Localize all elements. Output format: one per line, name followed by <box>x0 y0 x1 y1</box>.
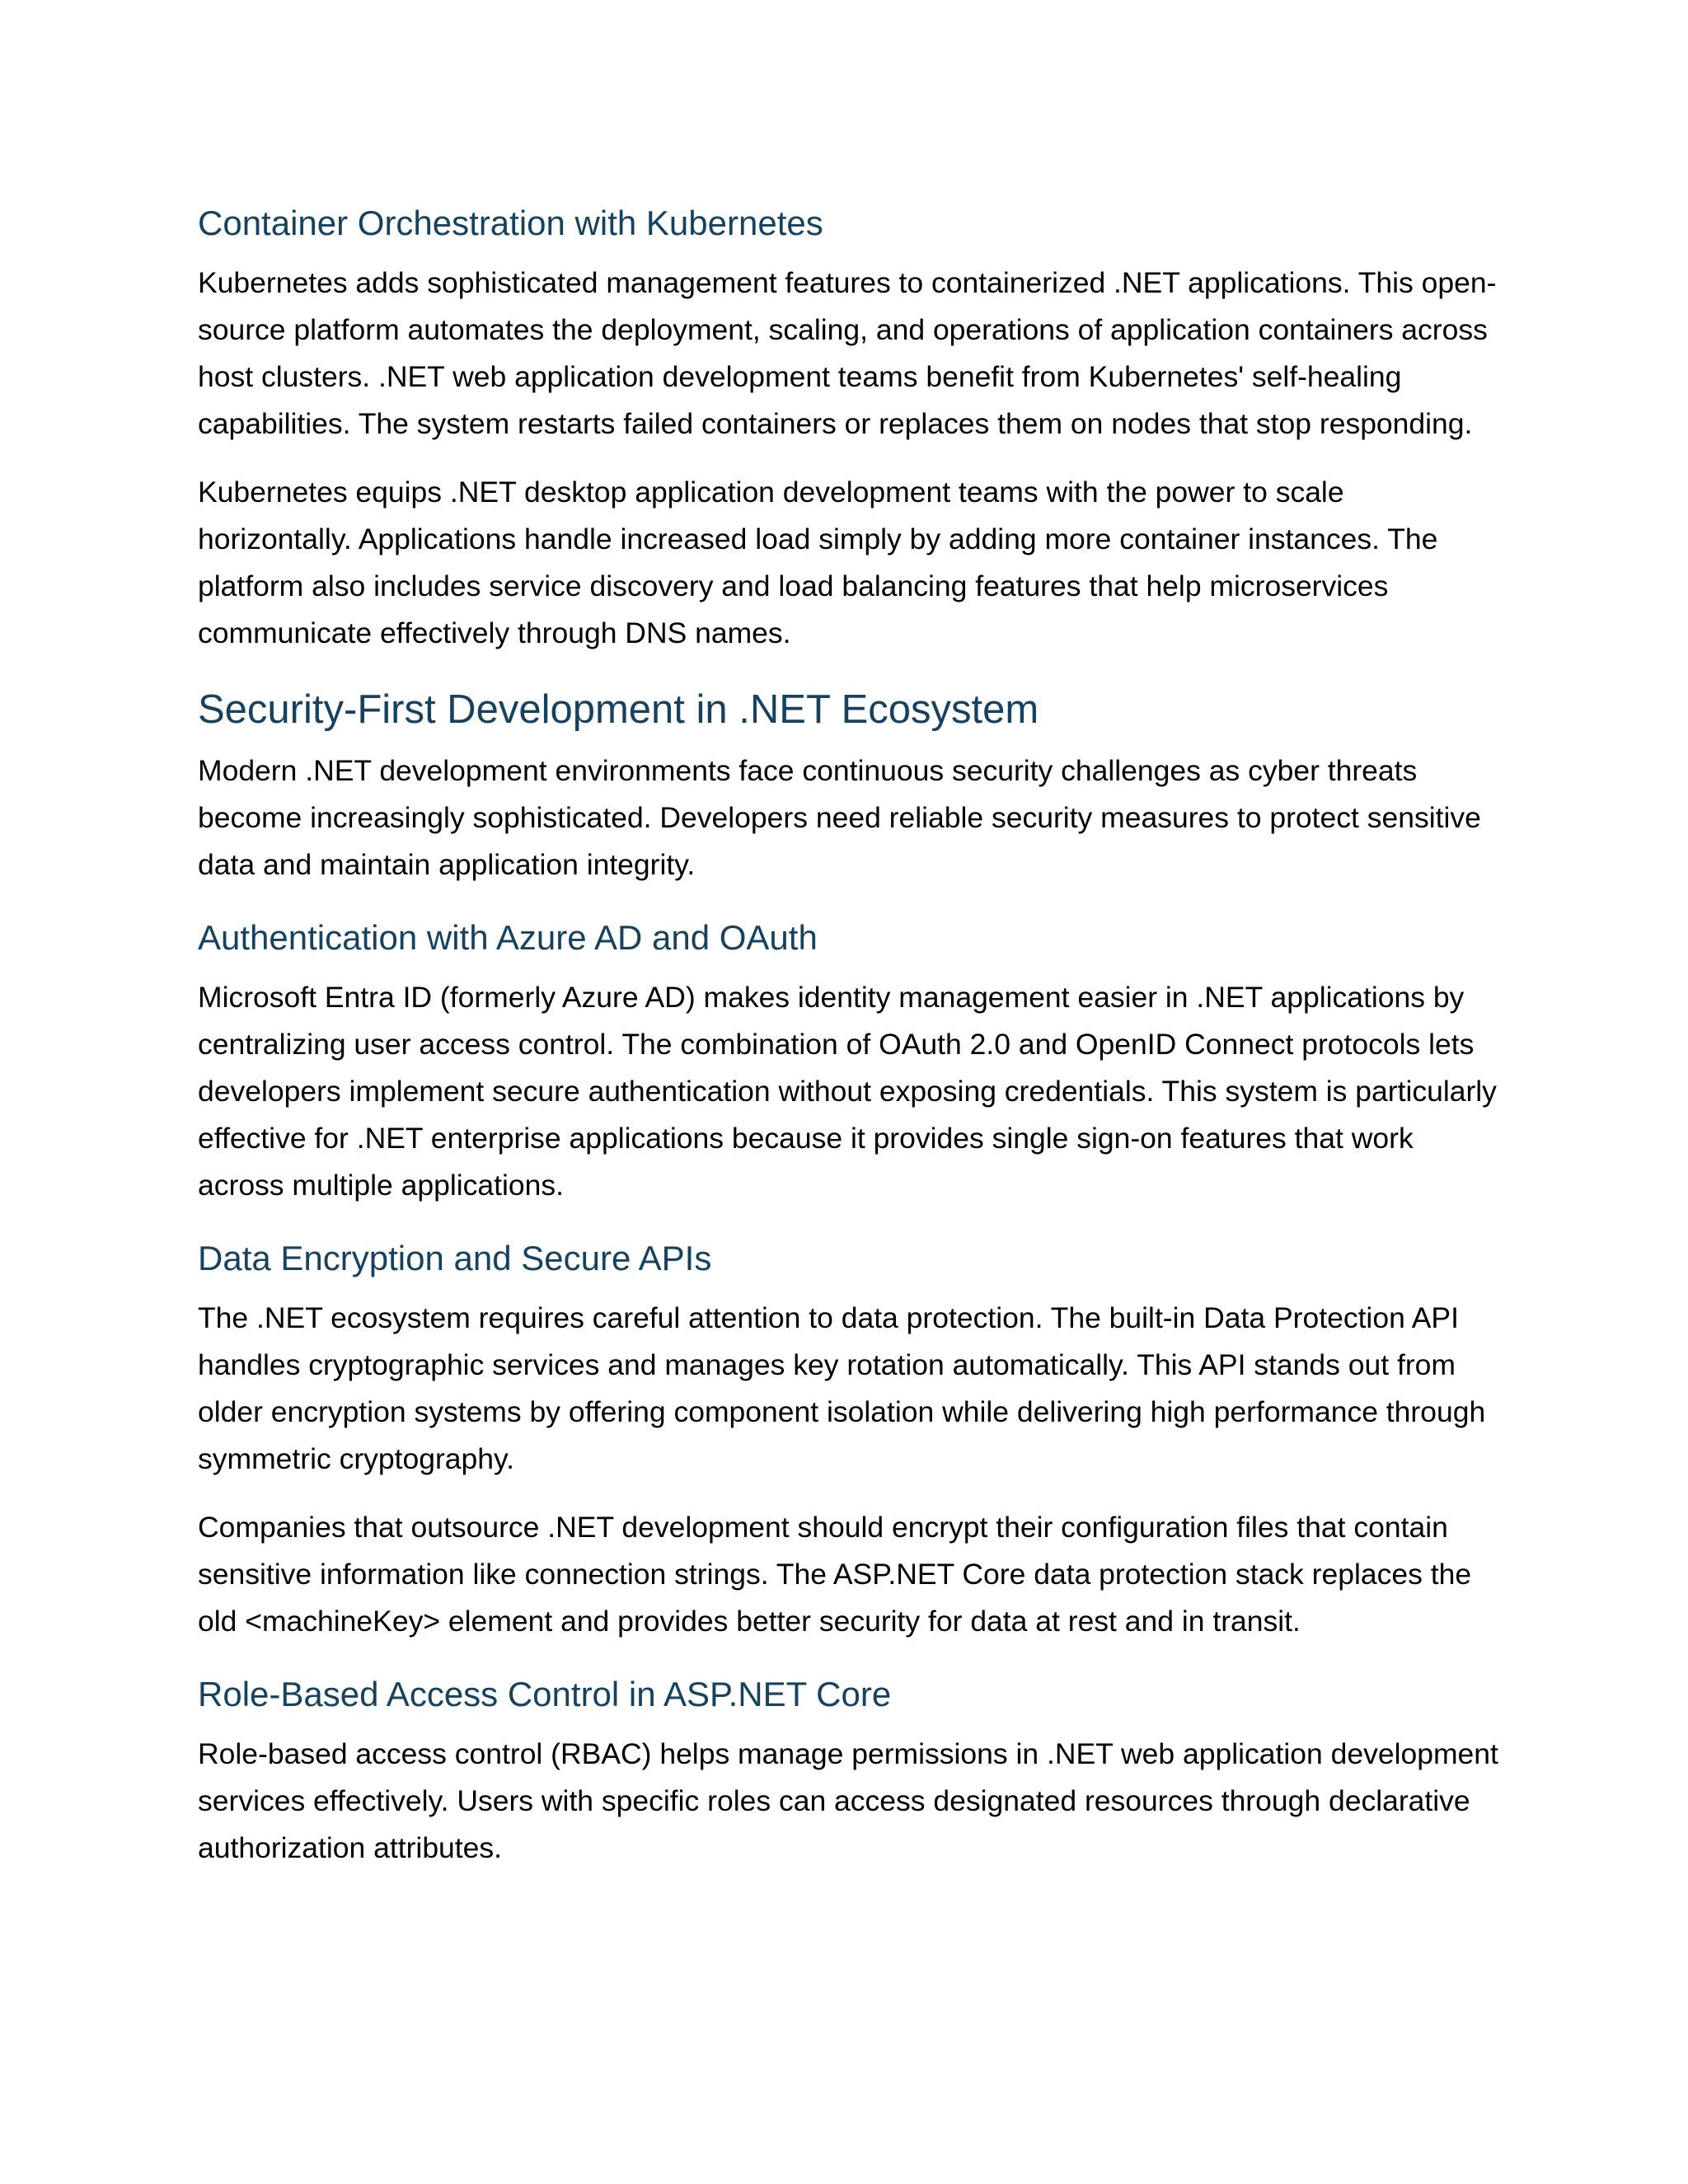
section-heading: Security-First Development in .NET Ecosystem <box>198 687 1039 732</box>
paragraph: Kubernetes equips .NET desktop application development teams with the power to scale horizontally. Applications handle increased load simply by adding more container instances. The platform also includes service discovery and load balancing features that help microservices communicate effectively through DNS names. <box>198 476 1438 649</box>
section-rbac <box>198 1671 1500 1872</box>
section-authentication <box>198 915 1500 1209</box>
section-heading: Data Encryption and Secure APIs <box>198 1239 712 1277</box>
paragraph: The .NET ecosystem requires careful attention to data protection. The built-in Data Protection API handles cryptographic services and manages key rotation automatically. This API stands out from older encryption systems by offering component isolation while delivering high performance through symmetric cryptography. <box>198 1301 1486 1475</box>
section-heading: Authentication with Azure AD and OAuth <box>198 918 818 957</box>
section-heading: Container Orchestration with Kubernetes <box>198 204 823 242</box>
paragraph: Modern .NET development environments face continuous security challenges as cyber threats become increasingly sophisticated. Developers need reliable security measures to protect sensitive data and maintain application integrity. <box>198 754 1481 881</box>
paragraph: Kubernetes adds sophisticated management features to containerized .NET applications. This open-source platform automates the deployment, scaling, and operations of application containers across host clusters. .NET web application development teams benefit from Kubernetes' self-healing capabilities. The system restarts failed containers or replaces them on nodes that stop responding. <box>198 266 1497 440</box>
section-container-orchestration <box>198 200 1500 657</box>
paragraph: Microsoft Entra ID (formerly Azure AD) makes identity management easier in .NET applications by centralizing user access control. The combination of OAuth 2.0 and OpenID Connect protocols lets developers implement secure authentication without exposing credentials. This system is particularly effective for .NET enterprise applications because it provides single sign-on features that work across multiple applications. <box>198 981 1497 1202</box>
section-heading: Role-Based Access Control in ASP.NET Core <box>198 1675 892 1713</box>
section-data-encryption <box>198 1235 1500 1645</box>
document-page <box>198 200 1500 1898</box>
paragraph: Role-based access control (RBAC) helps manage permissions in .NET web application development services effectively. Users with specific roles can access designated resources through declarative authorization attributes. <box>198 1737 1498 1864</box>
paragraph: Companies that outsource .NET development should encrypt their configuration files that contain sensitive information like connection strings. The ASP.NET Core data protection stack replaces the old <machineKey> element and provides better security for data at rest and in transit. <box>198 1511 1472 1638</box>
section-security-first <box>198 683 1500 888</box>
